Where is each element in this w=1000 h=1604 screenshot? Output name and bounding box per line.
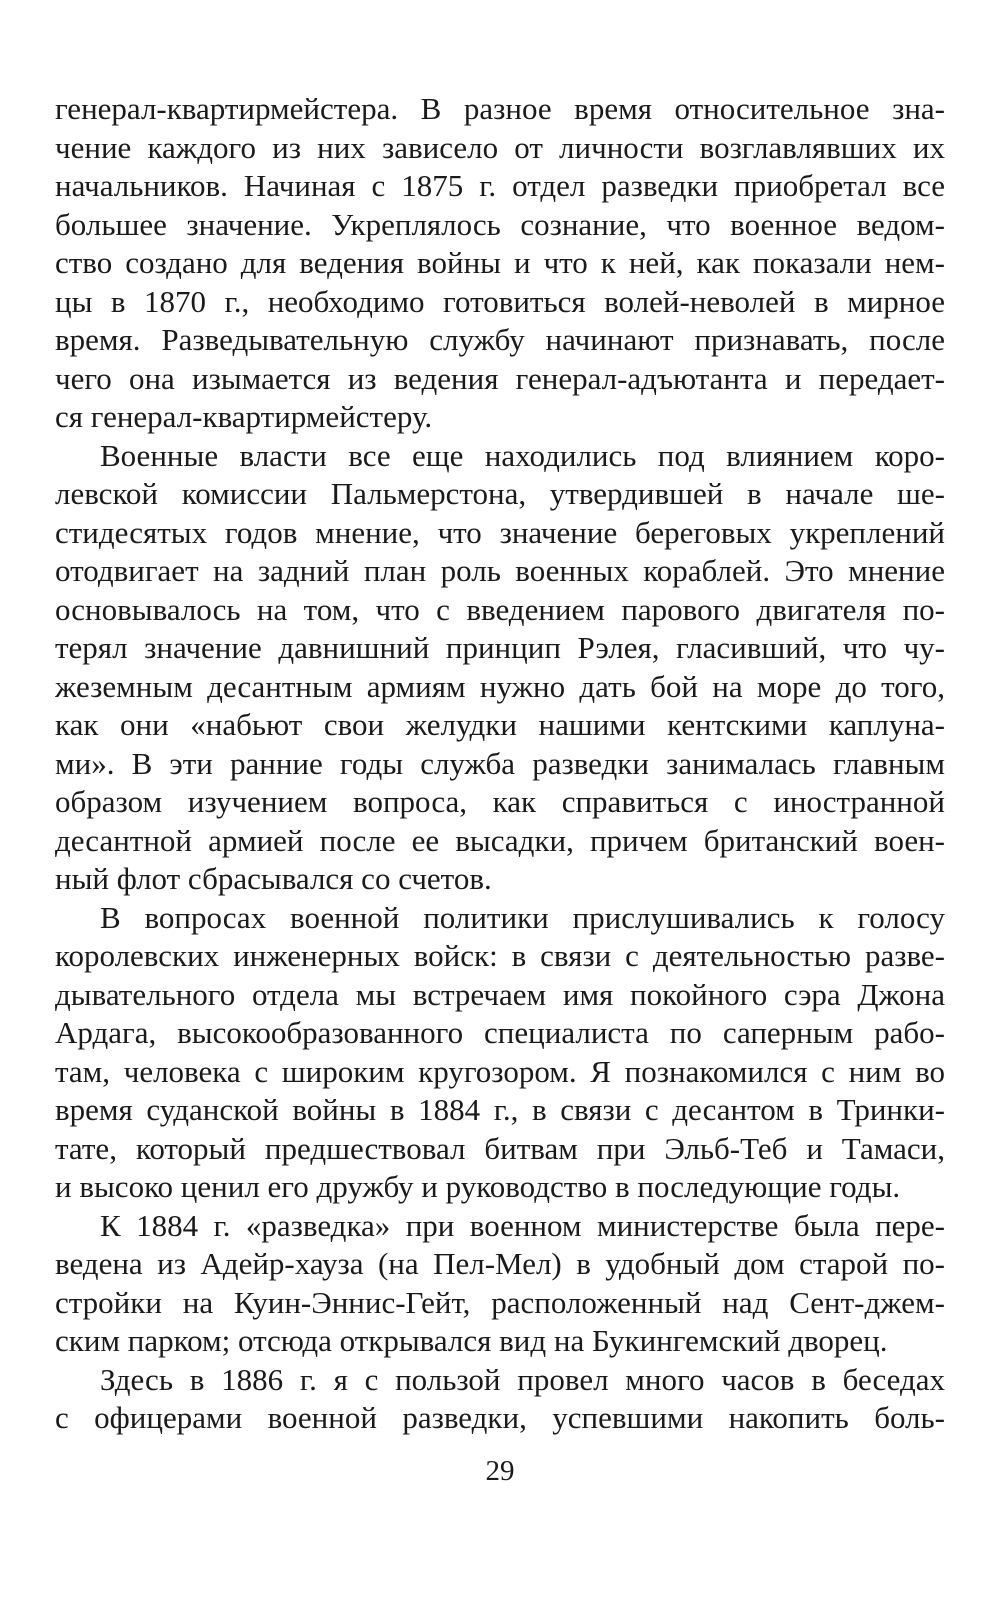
- text-line: ство создано для ведения войны и что к ней, как показали нем-: [55, 245, 945, 280]
- text-line: основывалось на том, что с введением парового двигателя по-: [55, 591, 945, 627]
- text-line: чение каждого из них зависело от личности возглавлявших их: [55, 129, 945, 165]
- text-line: левской комиссии Пальмерстона, утвердившей в начале ше-: [55, 476, 945, 511]
- text-line: В вопросах военной политики прислушивались к голосу: [100, 899, 945, 935]
- text-line: К 1884 г. «разведка» при военном министерстве была пере-: [100, 1207, 945, 1243]
- text-line: отодвигает на задний план роль военных кораблей. Это мнение: [55, 553, 945, 588]
- text-line: ный флот сбрасывался со счетов.: [55, 861, 492, 896]
- text-line: ским парком; отсюда открывался вид на Букингемский дворец.: [55, 1323, 888, 1358]
- paragraph: [55, 899, 945, 1207]
- page-body: [55, 90, 945, 1438]
- text-line: ведена из Адейр-хауза (на Пел-Мел) в удобный дом старой по-: [55, 1246, 945, 1281]
- text-line: время суданской войны в 1884 г., в связи с десантом в Тринки-: [55, 1092, 945, 1127]
- text-line: и высоко ценил его дружбу и руководство в последующие годы.: [55, 1169, 901, 1204]
- text-line: стройки на Куин-Эннис-Гейт, расположенный над Сент-джем-: [55, 1284, 945, 1320]
- text-line: терял значение давнишний принцип Рэлея, гласивший, что чу-: [55, 630, 945, 665]
- text-line: Здесь в 1886 г. я с пользой провел много часов в беседах: [100, 1361, 945, 1397]
- text-line: жеземным десантным армиям нужно дать бой на море до того,: [55, 668, 945, 704]
- text-line: ми». В эти ранние годы служба разведки занималась главным: [55, 745, 945, 781]
- text-line: начальников. Начиная с 1875 г. отдел разведки приобретал все: [55, 168, 945, 203]
- text-line: чего она изымается из ведения генерал-адъютанта и передает-: [55, 360, 945, 396]
- text-line: как они «набьют свои желудки нашими кентскими каплуна-: [55, 707, 945, 742]
- text-line: большее значение. Укреплялось сознание, что военное ведом-: [55, 206, 945, 242]
- text-line: образом изучением вопроса, как справиться с иностранной: [55, 784, 945, 819]
- text-line: там, человека с широким кругозором. Я познакомился с ним во: [55, 1053, 945, 1089]
- text-line: тате, который предшествовал битвам при Эльб-Теб и Тамаси,: [55, 1130, 945, 1166]
- paragraph: [55, 1361, 945, 1438]
- text-line: десантной армией после ее высадки, причем британский воен-: [55, 822, 945, 858]
- text-line: дывательного отдела мы встречаем имя покойного сэра Джона: [55, 976, 945, 1012]
- paragraph: [55, 437, 945, 899]
- text-line: ся генерал-квартирмейстеру.: [55, 399, 433, 434]
- text-line: Военные власти все еще находились под влиянием коро-: [100, 437, 945, 473]
- text-line: с офицерами военной разведки, успевшими накопить боль-: [55, 1400, 945, 1435]
- page-number: 29: [485, 1455, 515, 1487]
- text-line: цы в 1870 г., необходимо готовиться волей-неволей в мирное: [55, 283, 945, 319]
- text-line: Ардага, высокообразованного специалиста по саперным рабо-: [55, 1015, 945, 1050]
- paragraph: [55, 90, 945, 437]
- text-line: время. Разведывательную службу начинают признавать, после: [55, 322, 945, 357]
- paragraph: [55, 1207, 945, 1361]
- text-line: стидесятых годов мнение, что значение береговых укреплений: [55, 514, 945, 550]
- text-line: королевских инженерных войск: в связи с деятельностью разве-: [55, 938, 945, 973]
- text-line: генерал-квартирмейстера. В разное время относительное зна-: [55, 91, 945, 126]
